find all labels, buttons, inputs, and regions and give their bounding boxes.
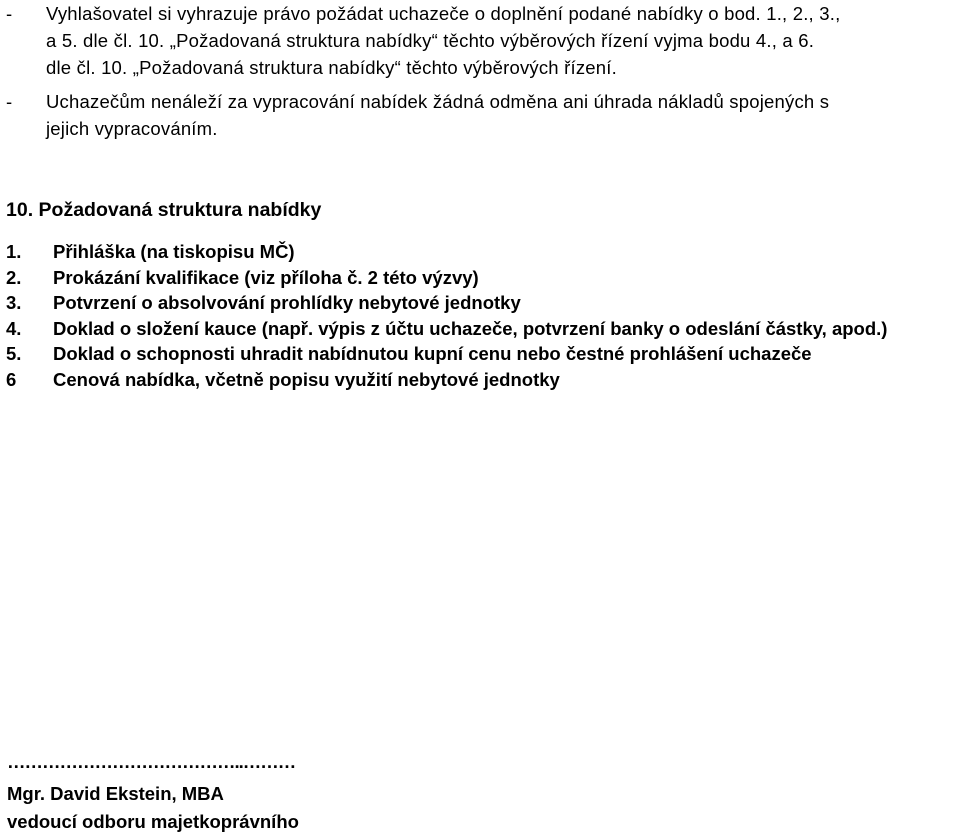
- list-item-number: 6: [6, 368, 17, 390]
- list-item: [6, 265, 956, 291]
- list-item: [6, 341, 956, 367]
- signature-line: …………………………………..………: [7, 751, 296, 772]
- bullet-line: jejich vypracováním.: [46, 118, 218, 139]
- list-item: [6, 290, 956, 316]
- bullet-dash: -: [6, 3, 13, 24]
- signature-block: [7, 752, 299, 836]
- list-item-text: Prokázání kvalifikace (viz příloha č. 2 této výzvy): [53, 266, 479, 288]
- list-item-number: 2.: [6, 266, 22, 288]
- list-item-text: Doklad o složení kauce (např. výpis z účtu uchazeče, potvrzení banky o odeslání částky, apod.): [53, 317, 888, 339]
- list-item-number: 5.: [6, 343, 22, 364]
- list-item-text: Přihláška (na tiskopisu MČ): [53, 241, 295, 262]
- bullet-line: Uchazečům nenáleží za vypracování nabídek žádná odměna ani úhrada nákladů spojených s: [46, 91, 830, 112]
- bullet-line: dle čl. 10. „Požadovaná struktura nabídky“ těchto výběrových řízení.: [46, 57, 617, 78]
- bullet-line: Vyhlašovatel si vyhrazuje právo požádat uchazeče o doplnění podané nabídky o bod. 1., 2., 3.,: [46, 3, 841, 24]
- signatory-name: Mgr. David Ekstein, MBA: [7, 783, 224, 804]
- list-item-number: 4.: [6, 317, 22, 339]
- list-item: [6, 239, 956, 265]
- bullet-item: [0, 0, 955, 81]
- section-heading: 10. Požadovaná struktura nabídky: [6, 199, 322, 221]
- list-item-text: Cenová nabídka, včetně popisu využití nebytové jednotky: [53, 368, 560, 390]
- list-item-number: 3.: [6, 292, 22, 313]
- list-item-number: 1.: [6, 241, 22, 262]
- signatory-role: vedoucí odboru majetkoprávního: [7, 811, 299, 832]
- required-structure-list: [6, 239, 956, 392]
- list-item-text: Doklad o schopnosti uhradit nabídnutou kupní cenu nebo čestné prohlášení uchazeče: [53, 343, 812, 364]
- bullet-line: a 5. dle čl. 10. „Požadovaná struktura nabídky“ těchto výběrových řízení vyjma bodu 4., a 6.: [46, 30, 815, 51]
- conditions-bullets: [0, 0, 955, 142]
- bullet-item: [0, 88, 955, 142]
- bullet-dash: -: [6, 91, 13, 112]
- list-item: [6, 367, 956, 393]
- list-item-text: Potvrzení o absolvování prohlídky nebytové jednotky: [53, 292, 521, 313]
- list-item: [6, 316, 956, 342]
